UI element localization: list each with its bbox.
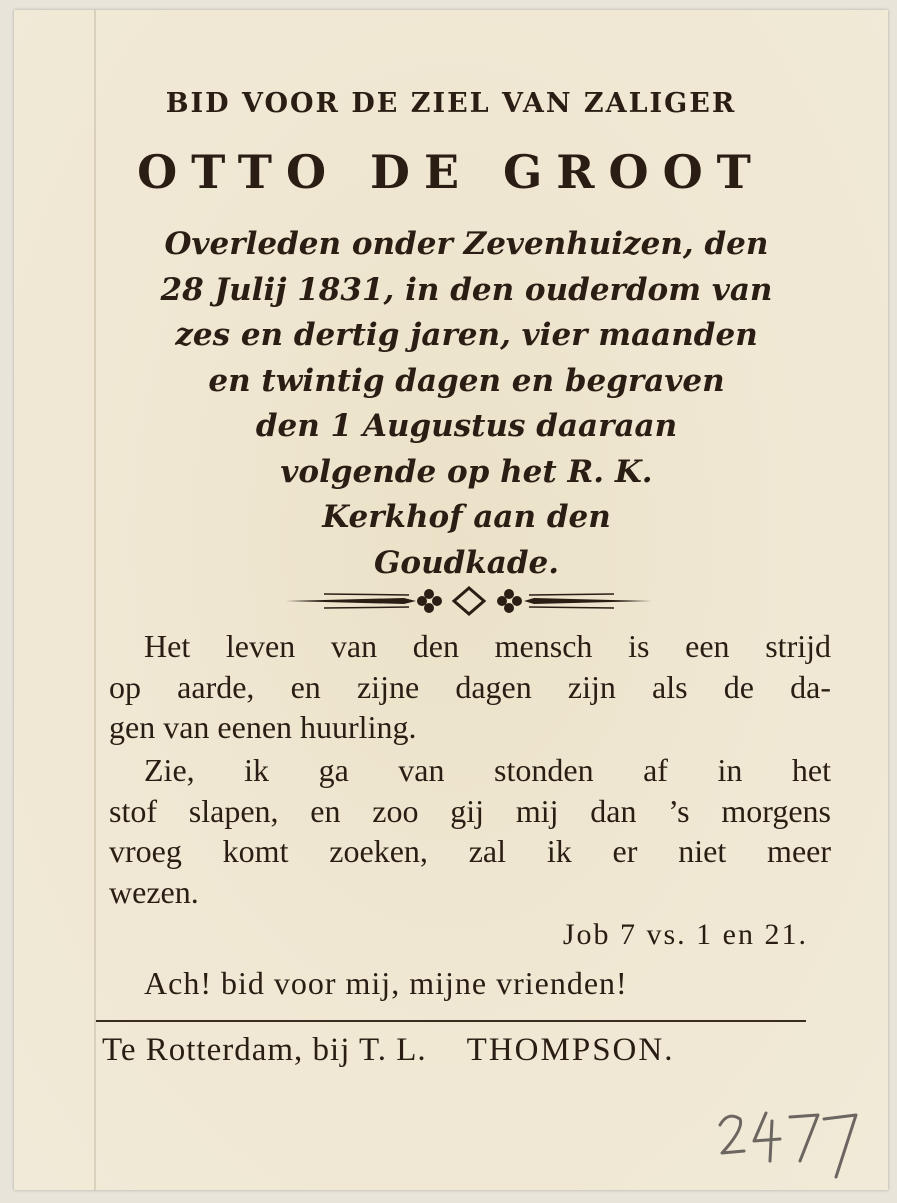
scripture-verse-1 (109, 626, 831, 748)
memorial-card (14, 10, 888, 1190)
scripture-verse-2 (109, 750, 831, 912)
printer-name: THOMPSON. (466, 1032, 675, 1068)
death-details (109, 222, 824, 586)
verse-line: gen van eenen huurling. (109, 709, 417, 745)
details-line: Overleden onder Zevenhuizen, den (164, 226, 769, 262)
verse-line: Het leven van den mensch is een strijd (144, 628, 831, 664)
details-line: en twintig dagen en begraven (208, 362, 725, 399)
prayer-plea: Ach! bid voor mij, mijne vrienden! (144, 965, 628, 1001)
details-line: den 1 Augustus daaraan (255, 408, 678, 444)
printer-imprint (102, 1032, 674, 1069)
ornament-divider (284, 578, 654, 624)
scripture-reference: Job 7 vs. 1 en 21. (562, 918, 808, 951)
verse-line: wezen. (109, 873, 199, 910)
verse-line: vroeg komt zoeken, zal ik er niet meer (109, 833, 831, 869)
imprint-place: Te Rotterdam, bij T. L. (102, 1032, 427, 1068)
divider-rule (96, 1020, 806, 1022)
details-line: Kerkhof aan den (322, 499, 611, 535)
verse-line: Zie, ik ga van stonden af in het (144, 752, 831, 788)
deceased-name: OTTO DE GROOT (137, 145, 765, 199)
details-line: zes en dertig jaren, vier maanden (175, 317, 758, 353)
verse-line: stof slapen, en zoo gij mij dan ’s morgens (109, 792, 831, 829)
heading-prayer: BID VOOR DE ZIEL VAN ZALIGER (165, 88, 737, 119)
verse-line: op aarde, en zijne dagen zijn als de da- (109, 668, 831, 705)
details-line: 28 Julij 1831, in den ouderdom van (160, 271, 773, 308)
handwritten-inventory-number (714, 1105, 864, 1185)
details-line: Goudkade. (373, 544, 560, 581)
details-line: volgende op het R. K. (280, 453, 653, 490)
